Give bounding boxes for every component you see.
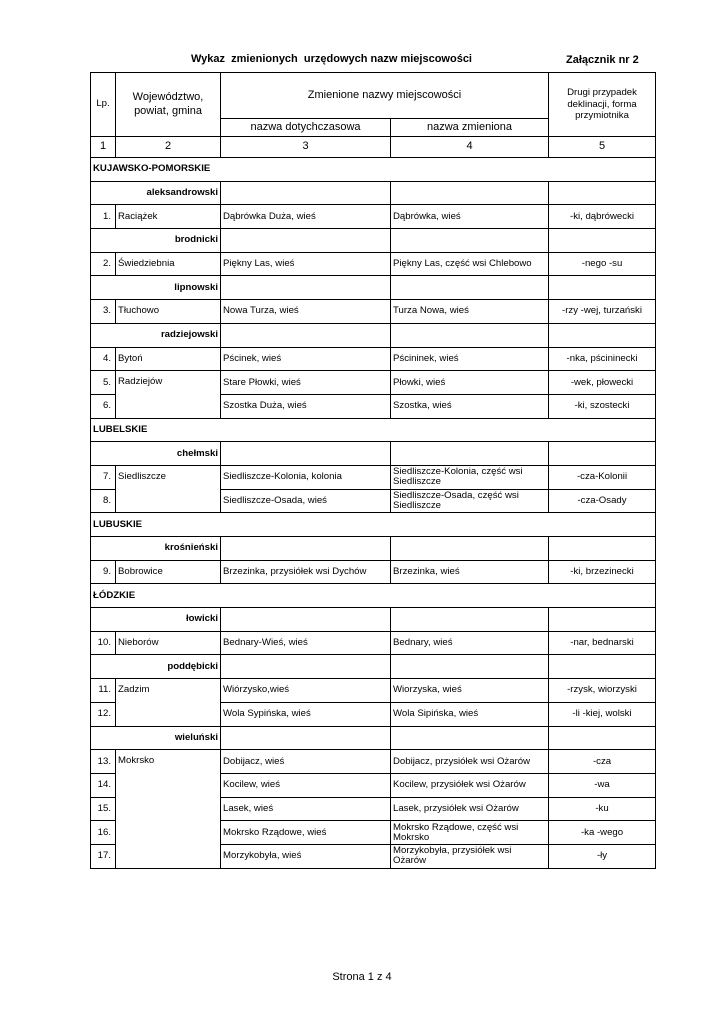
new-name: Piękny Las, część wsi Chlebowo [391,252,549,276]
gmina-name: Raciążek [116,205,221,229]
old-name: Wiórzysko,wieś [221,679,391,703]
header-new-name: nazwa zmieniona [391,119,549,137]
row-number: 12. [91,702,116,726]
header-old-name: nazwa dotychczasowa [221,119,391,137]
new-name: Lasek, przysiółek wsi Ożarów [391,797,549,821]
declension-form: -rzysk, wiorzyski [549,679,656,703]
table-row [91,205,656,229]
row-number: 13. [91,750,116,774]
empty-cell [549,537,656,561]
column-number: 4 [391,137,549,158]
header-admin: Województwo, powiat, gmina [116,73,221,137]
empty-cell [391,276,549,300]
county-name: krośnieński [91,537,221,561]
gmina-name: Radziejów [116,371,221,418]
gmina-name: Nieborów [116,631,221,655]
empty-cell [221,537,391,561]
page-title: Wykaz zmienionych urzędowych nazw miejscowości [191,53,472,65]
row-number: 15. [91,797,116,821]
row-number: 14. [91,773,116,797]
new-name: Wola Sipińska, wieś [391,702,549,726]
empty-cell [221,608,391,632]
old-name: Pścinek, wieś [221,347,391,371]
old-name: Bednary-Wieś, wieś [221,631,391,655]
declension-form: -li -kiej, wolski [549,702,656,726]
old-name: Piękny Las, wieś [221,252,391,276]
column-number: 5 [549,137,656,158]
column-number: 3 [221,137,391,158]
declension-form: -cza [549,750,656,774]
county-name: chełmski [91,442,221,466]
county-row [91,608,656,632]
table-row [91,750,656,774]
new-name: Siedliszcze-Kolonia, część wsi Siedliszcze [391,465,549,489]
gmina-name: Zadzim [116,679,221,726]
empty-cell [391,229,549,253]
county-row [91,181,656,205]
table-row [91,465,656,489]
empty-cell [391,442,549,466]
declension-form: -rzy -wej, turzański [549,300,656,324]
empty-cell [221,726,391,750]
new-name: Morzykobyła, przysiółek wsi Ożarów [391,844,549,868]
old-name: Mokrsko Rządowe, wieś [221,821,391,845]
county-name: brodnicki [91,229,221,253]
voivodeship-name: KUJAWSKO-POMORSKIE [91,158,656,182]
table-row [91,371,656,395]
table-row [91,679,656,703]
gmina-name: Świedziebnia [116,252,221,276]
empty-cell [549,655,656,679]
voivodeship-name: LUBELSKIE [91,418,656,442]
voivodeship-row [91,418,656,442]
declension-form: -ka -wego [549,821,656,845]
gmina-name: Bobrowice [116,560,221,584]
county-row [91,655,656,679]
table-header-row [91,73,656,119]
empty-cell [549,276,656,300]
empty-cell [391,608,549,632]
empty-cell [221,181,391,205]
gmina-name: Mokrsko [116,750,221,868]
voivodeship-row [91,513,656,537]
row-number: 17. [91,844,116,868]
row-number: 11. [91,679,116,703]
row-number: 8. [91,489,116,513]
column-number: 2 [116,137,221,158]
declension-form: -wa [549,773,656,797]
declension-form: -nar, bednarski [549,631,656,655]
county-name: łowicki [91,608,221,632]
new-name: Płowki, wieś [391,371,549,395]
page-footer: Strona 1 z 4 [332,971,392,983]
old-name: Dąbrówka Duża, wieś [221,205,391,229]
row-number: 3. [91,300,116,324]
empty-cell [391,655,549,679]
new-name: Pścininek, wieś [391,347,549,371]
new-name: Turza Nowa, wieś [391,300,549,324]
header-lp: Lp. [91,73,116,137]
county-row [91,537,656,561]
header-genitive: Drugi przypadek deklinacji, forma przymiotnika [549,73,656,137]
table-row [91,347,656,371]
row-number: 2. [91,252,116,276]
county-name: lipnowski [91,276,221,300]
row-number: 7. [91,465,116,489]
new-name: Dąbrówka, wieś [391,205,549,229]
old-name: Siedliszcze-Kolonia, kolonia [221,465,391,489]
old-name: Morzykobyła, wieś [221,844,391,868]
row-number: 9. [91,560,116,584]
gmina-name: Bytoń [116,347,221,371]
voivodeship-row [91,584,656,608]
row-number: 10. [91,631,116,655]
new-name: Kocilew, przysiółek wsi Ożarów [391,773,549,797]
row-number: 16. [91,821,116,845]
column-number-row [91,137,656,158]
old-name: Wola Sypińska, wieś [221,702,391,726]
voivodeship-name: ŁÓDZKIE [91,584,656,608]
old-name: Dobijacz, wieś [221,750,391,774]
old-name: Nowa Turza, wieś [221,300,391,324]
county-row [91,442,656,466]
empty-cell [391,537,549,561]
empty-cell [221,229,391,253]
county-row [91,323,656,347]
new-name: Mokrsko Rządowe, część wsi Mokrsko [391,821,549,845]
header-changed-names: Zmienione nazwy miejscowości [221,73,549,119]
empty-cell [391,323,549,347]
county-name: wieluński [91,726,221,750]
declension-form: -ły [549,844,656,868]
empty-cell [221,276,391,300]
county-row [91,276,656,300]
declension-form: -ku [549,797,656,821]
declension-form: -wek, płowecki [549,371,656,395]
empty-cell [221,323,391,347]
empty-cell [549,181,656,205]
old-name: Szostka Duża, wieś [221,394,391,418]
declension-form: -nego -su [549,252,656,276]
new-name: Bednary, wieś [391,631,549,655]
table-row [91,300,656,324]
empty-cell [391,726,549,750]
empty-cell [391,181,549,205]
old-name: Brzezinka, przysiółek wsi Dychów [221,560,391,584]
gmina-name: Siedliszcze [116,465,221,512]
empty-cell [221,655,391,679]
county-row [91,726,656,750]
new-name: Szostka, wieś [391,394,549,418]
old-name: Lasek, wieś [221,797,391,821]
voivodeship-row [91,158,656,182]
empty-cell [549,323,656,347]
row-number: 4. [91,347,116,371]
county-row [91,229,656,253]
old-name: Kocilew, wieś [221,773,391,797]
row-number: 1. [91,205,116,229]
empty-cell [221,442,391,466]
new-name: Brzezinka, wieś [391,560,549,584]
new-name: Siedliszcze-Osada, część wsi Siedliszcze [391,489,549,513]
declension-form: -nka, pścininecki [549,347,656,371]
declension-form: -cza-Osady [549,489,656,513]
declension-form: -ki, szostecki [549,394,656,418]
voivodeship-name: LUBUSKIE [91,513,656,537]
place-names-table [90,72,656,869]
old-name: Siedliszcze-Osada, wieś [221,489,391,513]
column-number: 1 [91,137,116,158]
empty-cell [549,442,656,466]
declension-form: -ki, dąbrówecki [549,205,656,229]
declension-form: -ki, brzezinecki [549,560,656,584]
new-name: Dobijacz, przysiółek wsi Ożarów [391,750,549,774]
old-name: Stare Płowki, wieś [221,371,391,395]
annex-label: Załącznik nr 2 [566,54,639,66]
county-name: poddębicki [91,655,221,679]
row-number: 5. [91,371,116,395]
table-row [91,252,656,276]
new-name: Wiorzyska, wieś [391,679,549,703]
gmina-name: Tłuchowo [116,300,221,324]
row-number: 6. [91,394,116,418]
county-name: radziejowski [91,323,221,347]
declension-form: -cza-Kolonii [549,465,656,489]
table-row [91,560,656,584]
empty-cell [549,229,656,253]
table-row [91,631,656,655]
empty-cell [549,726,656,750]
empty-cell [549,608,656,632]
county-name: aleksandrowski [91,181,221,205]
